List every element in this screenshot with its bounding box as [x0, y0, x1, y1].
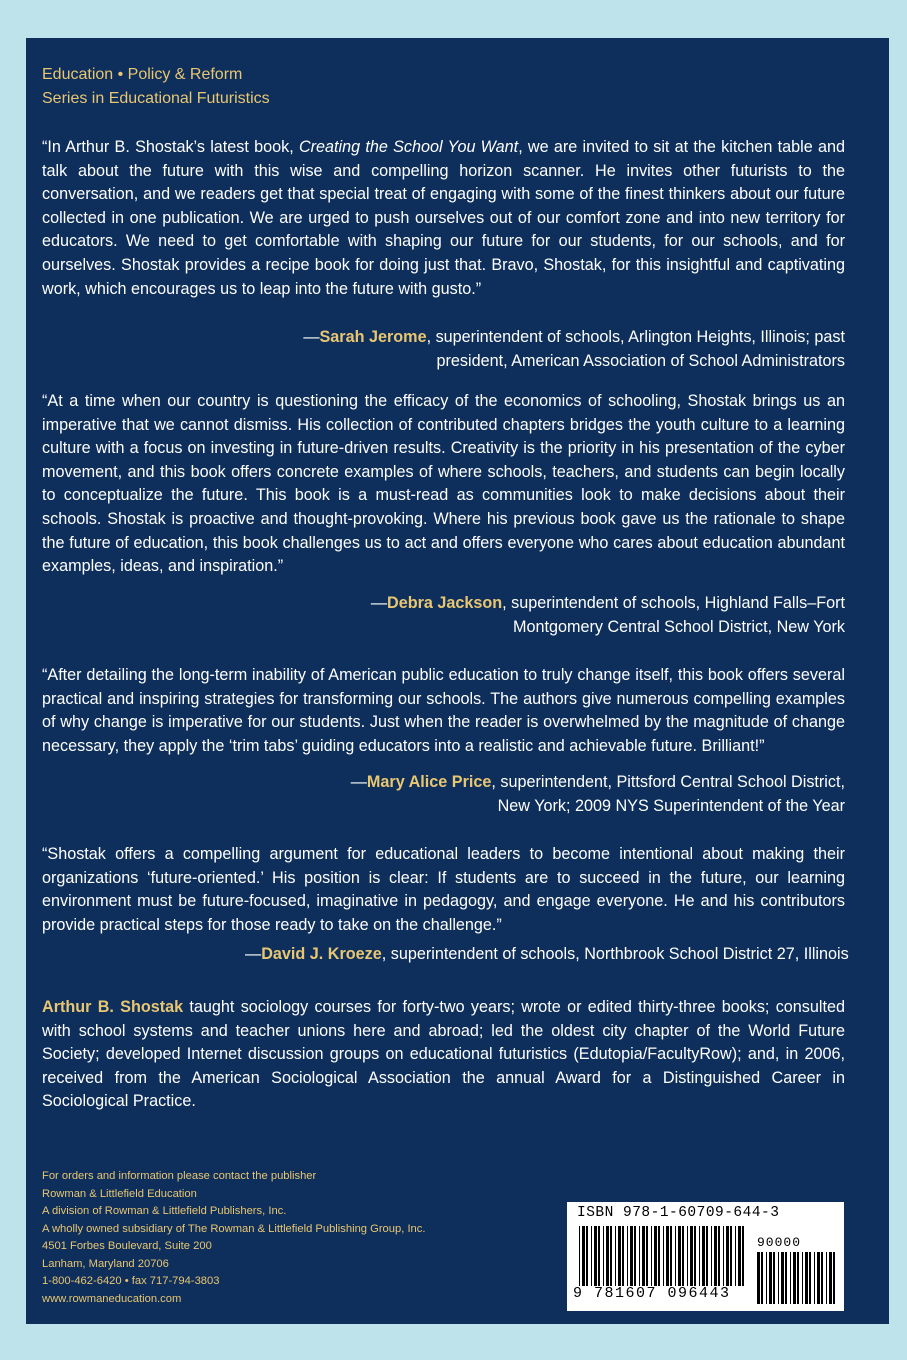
barcode-bar [651, 1226, 652, 1286]
publisher-line: A division of Rowman & Littlefield Publishers, Inc. [42, 1205, 287, 1217]
barcode-bar [678, 1226, 681, 1286]
barcode-bar [646, 1226, 648, 1286]
publisher-line: 1-800-462-6420 • fax 717-794-3803 [42, 1275, 220, 1287]
publisher-line: For orders and information please contact the publisher [42, 1170, 317, 1182]
barcode-bar [594, 1226, 597, 1286]
barcode-bar [598, 1226, 600, 1286]
barcode-bar [690, 1226, 693, 1286]
barcode-bar [769, 1252, 772, 1304]
publisher-info [42, 1168, 425, 1308]
publisher-url: www.rowmaneducation.com [42, 1292, 182, 1305]
barcode-bar [639, 1226, 640, 1286]
barcode-bar [797, 1252, 799, 1304]
barcode-bar [610, 1226, 612, 1286]
barcode-bar [603, 1226, 604, 1286]
barcode-bar [630, 1226, 633, 1286]
isbn-barcode [567, 1202, 844, 1311]
barcode-bar [778, 1252, 779, 1304]
barcode-bar [658, 1226, 660, 1286]
em-dash: — [303, 328, 320, 346]
barcode-bar [670, 1226, 672, 1286]
barcode-bar [687, 1226, 688, 1286]
barcode-bar [766, 1252, 767, 1304]
barcode-bar [586, 1226, 588, 1286]
endorser-title-cont: president, American Association of School Administrators [436, 351, 845, 370]
endorser-name: Sarah Jerome [319, 328, 427, 346]
barcode-bar [829, 1252, 832, 1304]
em-dash: — [350, 773, 367, 791]
barcode-bar [711, 1226, 712, 1286]
barcode-bar [757, 1252, 760, 1304]
author-bio-text: taught sociology courses for forty-two years; wrote or edited thirty-three books; consulted with school systems and teacher unions here and abroad; led the oldest city chapter of the World Future Society; developed Internet discussion groups on educational futuristics (Edutopia/FacultyRow); and, in 2006, received from the American Sociological Association the annual Award for a Distinguished Career in Sociological Practice. [42, 998, 845, 1111]
quote-3-text: “After detailing the long-term inability of American public education to truly change itself, this book offers several practical and inspiring strategies for transforming our schools. The authors give numerous compelling examples of why change is imperative for our students. Just when the reader is overwhelmed by the magnitude of change necessary, they apply the ‘trim tabs’ guiding educators into a realistic and achievable future. Brilliant!” [42, 666, 845, 755]
barcode-bar [642, 1226, 645, 1286]
barcode-bar [694, 1226, 696, 1286]
em-dash: — [370, 594, 387, 612]
barcode-bar [781, 1252, 784, 1304]
barcode-bar [682, 1226, 684, 1286]
barcode-bar [582, 1226, 585, 1286]
em-dash: — [245, 945, 262, 963]
publisher-line: Rowman & Littlefield Education [42, 1187, 197, 1200]
barcode-bar [821, 1252, 823, 1304]
ean-digits: 9 781607 096443 [573, 1285, 731, 1302]
barcode-bar [826, 1252, 827, 1304]
series-line-1: Education • Policy & Reform [42, 66, 243, 83]
endorser-title: , superintendent of schools, Highland Falls–Fort [502, 594, 845, 612]
endorsement-quote-2 [42, 390, 845, 579]
endorser-name: Mary Alice Price [366, 773, 492, 791]
endorser-title: , superintendent of schools, Arlington Heights, Illinois; past [426, 328, 845, 346]
barcode-bar [714, 1226, 717, 1286]
endorsement-attribution-3 [245, 771, 845, 818]
barcode-bar [802, 1252, 803, 1304]
barcode-bar [699, 1226, 700, 1286]
barcode-bar [785, 1252, 787, 1304]
barcode-bar [817, 1252, 820, 1304]
endorser-title: , superintendent, Pittsford Central School District, [491, 773, 845, 791]
author-bio [42, 996, 845, 1114]
author-name: Arthur B. Shostak [42, 998, 184, 1016]
price-code: 90000 [757, 1235, 802, 1250]
endorser-name: David J. Kroeze [261, 945, 382, 963]
quote-1-text-end: , we are invited to sit at the kitchen table and talk about the future with this wise and compelling horizon scanner. He invites other futurists to the conversation, and we readers get that special treat of engaging with some of the finest thinkers about our future collected in one publication. We are urged to push ourselves out of our comfort zone and into new territory for educators. We need to get comfortable with shaping our future for our students, for our schools, and for ourselves. Shostak provides a recipe book for doing just that. Bravo, Shostak, for this insightful and captivating work, which encourages us to leap into the future with gusto.” [42, 138, 845, 298]
barcode-bar [615, 1226, 616, 1286]
barcode-bar [730, 1226, 732, 1286]
barcode-bar [761, 1252, 763, 1304]
barcode-bar [742, 1226, 744, 1286]
barcode-bar [654, 1226, 657, 1286]
endorser-title-cont: Montgomery Central School District, New York [513, 617, 845, 636]
barcode-bar [723, 1226, 724, 1286]
endorser-name: Debra Jackson [387, 594, 503, 612]
price-barcode-bars [757, 1252, 837, 1304]
isbn-number: ISBN 978-1-60709-644-3 [577, 1205, 780, 1221]
endorsement-quote-3 [42, 664, 845, 758]
series-line-2: Series in Educational Futuristics [42, 90, 270, 107]
back-cover [26, 38, 889, 1324]
barcode-bar [579, 1226, 580, 1286]
barcode-bar [591, 1226, 592, 1286]
endorser-title: , superintendent of schools, Northbrook School District 27, Illinois [381, 945, 849, 963]
quote-1-text-start: “In Arthur B. Shostak’s latest book, [42, 138, 299, 156]
publisher-line: A wholly owned subsidiary of The Rowman & Littlefield Publishing Group, Inc. [42, 1222, 426, 1235]
barcode-bar [634, 1226, 636, 1286]
barcode-bar [814, 1252, 815, 1304]
endorsement-attribution-2 [245, 592, 845, 639]
barcode-bar [622, 1226, 624, 1286]
ean-barcode-bars [579, 1226, 747, 1286]
endorsement-quote-1 [42, 136, 845, 301]
barcode-bar [702, 1226, 705, 1286]
barcode-bar [805, 1252, 808, 1304]
barcode-bar [726, 1226, 729, 1286]
barcode-bar [618, 1226, 621, 1286]
barcode-bar [666, 1226, 669, 1286]
barcode-bar [773, 1252, 775, 1304]
series-heading [42, 63, 270, 111]
barcode-bar [790, 1252, 791, 1304]
barcode-bar [793, 1252, 796, 1304]
barcode-bar [706, 1226, 708, 1286]
book-title: Creating the School You Want [298, 138, 519, 156]
quote-4-text: “Shostak offers a compelling argument for educational leaders to become intentional about making their organizations ‘future-oriented.’ His position is clear: If students are to succeed in the future, our learning environment must be future-focused, imaginative in pedagogy, and engage everyone. He and his contributors provide practical steps for those ready to take on the challenge.” [42, 845, 845, 934]
quote-2-text: “At a time when our country is questioning the efficacy of the economics of schooling, Shostak brings us an imperative that we cannot dismiss. His collection of contributed chapters bridges the youth culture to a learning culture with a focus on investing in future-driven results. Creativity is the priority in his presentation of the cyber movement, and this book offers concrete examples of where schools, teachers, and students can begin locally to conceptualize the future. This book is a must-read as communities look to make decisions about their schools. Shostak is proactive and thought-provoking. Where his previous book gave us the rationale to shape the future of education, this book challenges us to act and offers everyone who cares about education abundant examples, ideas, and inspiration.” [42, 392, 845, 576]
barcode-bar [663, 1226, 664, 1286]
barcode-bar [675, 1226, 676, 1286]
barcode-bar [718, 1226, 720, 1286]
barcode-bar [627, 1226, 628, 1286]
endorser-title-cont: New York; 2009 NYS Superintendent of the Year [497, 796, 845, 815]
publisher-line: 4501 Forbes Boulevard, Suite 200 [42, 1240, 212, 1252]
barcode-bar [809, 1252, 811, 1304]
publisher-line: Lanham, Maryland 20706 [42, 1257, 169, 1270]
barcode-bar [738, 1226, 741, 1286]
endorsement-attribution-4 [245, 943, 849, 967]
barcode-bar [735, 1226, 736, 1286]
endorsement-attribution-1 [245, 326, 845, 373]
barcode-bar [833, 1252, 835, 1304]
barcode-bar [606, 1226, 609, 1286]
endorsement-quote-4 [42, 843, 845, 937]
